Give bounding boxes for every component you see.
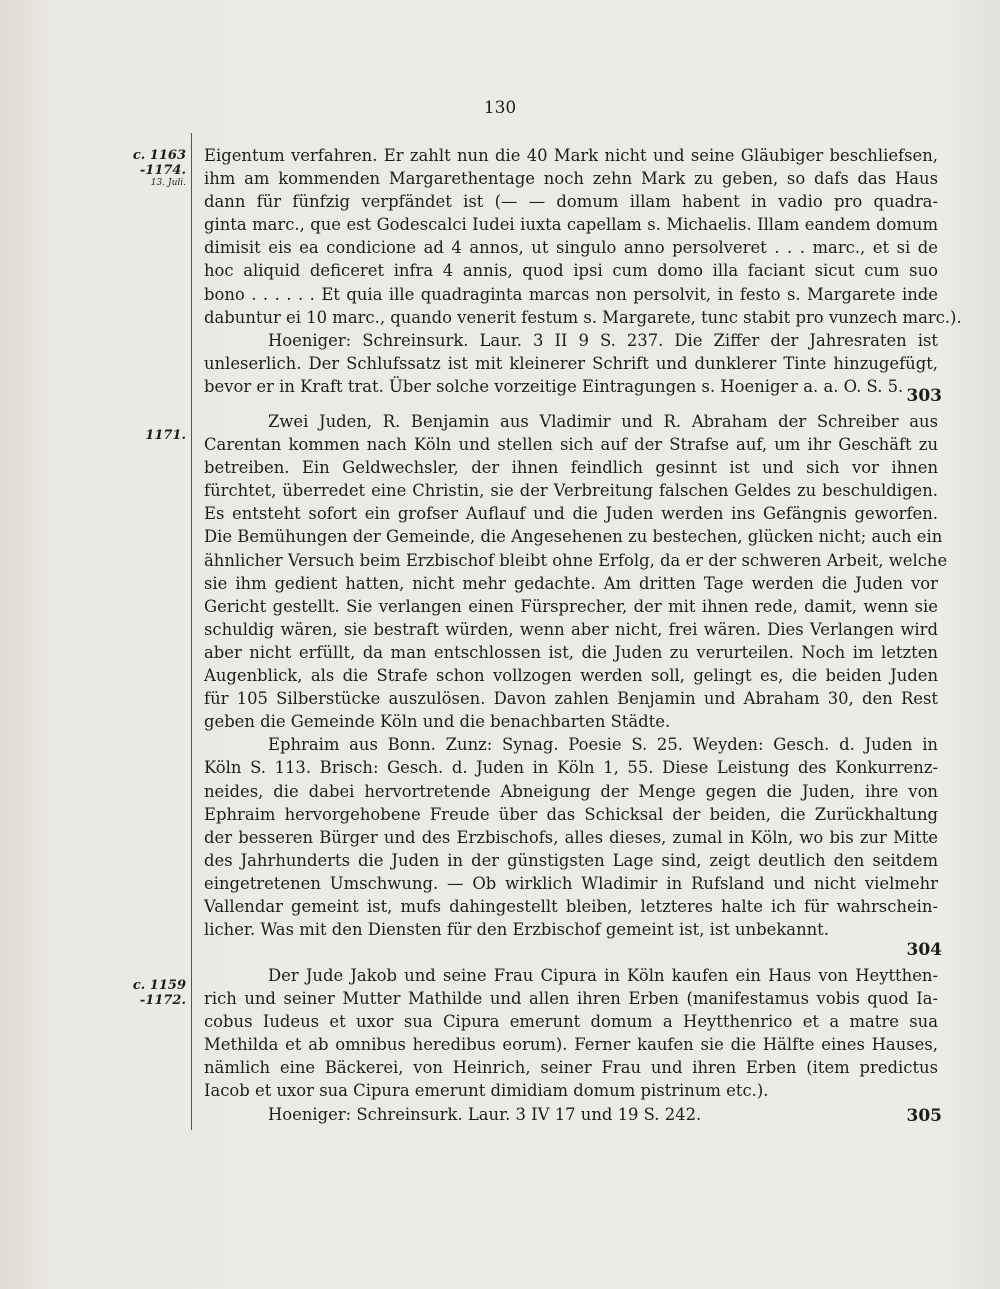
- margin-date-1-line3: 13. Juli.: [150, 178, 186, 188]
- text-line: dann für fünfzig verpfändet ist (— — domum illam habent in vadio pro quadra-: [204, 192, 938, 212]
- text-line: unleserlich. Der Schlufssatz ist mit kleinerer Schrift und dunklerer Tinte hinzugefügt,: [204, 353, 938, 373]
- text-line: betreiben. Ein Geldwechsler, der ihnen feindlich gesinnt ist und sich vor ihnen: [204, 458, 938, 478]
- text-line: ihm am kommenden Margarethentage noch zehn Mark zu geben, so dafs das Haus: [204, 169, 938, 189]
- text-line: licher. Was mit den Diensten für den Erzbischof gemeint ist, ist unbekannt.: [204, 920, 829, 940]
- margin-date-2: 1171.: [145, 428, 186, 443]
- text-line: rich und seiner Mutter Mathilde und allen ihren Erben (manifestamus vobis quod Ia-: [204, 989, 938, 1009]
- text-line: der besseren Bürger und des Erzbischofs, alles dieses, zumal in Köln, wo bis zur Mitte: [204, 827, 938, 847]
- text-line: schuldig wären, sie bestraft würden, wenn aber nicht, frei wären. Dies Verlangen wird: [204, 619, 938, 639]
- entry-number-303: 303: [906, 386, 942, 406]
- text-line: Gericht gestellt. Sie verlangen einen Fürsprecher, der mit ihnen rede, damit, wenn sie: [204, 596, 938, 616]
- text-line: sie ihm gedient hatten, nicht mehr gedachte. Am dritten Tage werden die Juden vor: [204, 573, 938, 593]
- text-line: Eigentum verfahren. Er zahlt nun die 40 Mark nicht und seine Gläubiger beschliefsen,: [204, 146, 938, 165]
- text-line: ginta marc., que est Godescalci Iudei iuxta capellam s. Michaelis. Illam eandem domum: [204, 215, 938, 235]
- text-line: Zwei Juden, R. Benjamin aus Vladimir und R. Abraham der Schreiber aus: [268, 412, 938, 431]
- margin-date-3: [108, 978, 186, 1008]
- text-line: Iacob et uxor sua Cipura emerunt dimidiam domum pistrinum etc.).: [204, 1081, 769, 1101]
- margin-date-3-line1: c. 1159: [132, 978, 186, 993]
- margin-date-3-line2: -1172.: [139, 993, 186, 1008]
- text-line: geben die Gemeinde Köln und die benachbarten Städte.: [204, 712, 671, 732]
- text-line: für 105 Silberstücke auszulösen. Davon zahlen Benjamin und Abraham 30, den Rest: [204, 689, 938, 709]
- text-line: Köln S. 113. Brisch: Gesch. d. Juden in Köln 1, 55. Diese Leistung des Konkurrenz-: [204, 758, 938, 778]
- page-number: 130: [483, 98, 517, 118]
- entry-304-text: [204, 964, 938, 1126]
- text-line: Ephraim aus Bonn. Zunz: Synag. Poesie S. 25. Weyden: Gesch. d. Juden in: [268, 735, 938, 755]
- margin-date-1-line1: c. 1163: [132, 148, 186, 163]
- entry-number-305: 305: [906, 1106, 942, 1126]
- text-line: fürchtet, überredet eine Christin, sie der Verbreitung falschen Geldes zu beschuldigen.: [204, 481, 938, 501]
- text-line: Hoeniger: Schreinsurk. Laur. 3 IV 17 und 19 S. 242.: [268, 1104, 702, 1124]
- entry-303-text: [204, 410, 948, 941]
- text-line: dimisit eis ea condicione ad 4 annos, ut singulo anno persolveret . . . marc., et si de: [204, 238, 938, 258]
- margin-date-1: [108, 148, 186, 189]
- text-line: Ephraim hervorgehobene Freude über das Schicksal der beiden, die Zurückhaltung: [204, 804, 938, 824]
- entry-number-304: 304: [906, 940, 942, 960]
- entry-302-text: [204, 144, 962, 398]
- margin-rule: [191, 133, 192, 1130]
- text-line: Hoeniger: Schreinsurk. Laur. 3 II 9 S. 237. Die Ziffer der Jahresraten ist: [268, 330, 938, 350]
- text-line: Methilda et ab omnibus heredibus eorum). Ferner kaufen sie die Hälfte eines Hauses,: [204, 1035, 938, 1055]
- text-line: nämlich eine Bäckerei, von Heinrich, seiner Frau und ihren Erben (item predictus: [204, 1058, 938, 1078]
- margin-date-1-line2: -1174.: [139, 163, 186, 178]
- text-line: Die Bemühungen der Gemeinde, die Angesehenen zu bestechen, glücken nicht; auch ein: [204, 527, 943, 547]
- text-line: Es entsteht sofort ein grofser Auflauf und die Juden werden ins Gefängnis geworfen.: [204, 504, 938, 524]
- text-line: Vallendar gemeint ist, mufs dahingestellt bleiben, letzteres halte ich für wahrschein-: [204, 896, 938, 916]
- text-line: dabuntur ei 10 marc., quando venerit festum s. Margarete, tunc stabit pro vunzech marc.).: [204, 307, 962, 327]
- text-line: Carentan kommen nach Köln und stellen sich auf der Strafse auf, um ihr Geschäft zu: [204, 435, 938, 455]
- text-line: bono . . . . . . Et quia ille quadraginta marcas non persolvit, in festo s. Margarete inde: [204, 284, 938, 304]
- text-line: des Jahrhunderts die Juden in der günstigsten Lage sind, zeigt deutlich den seitdem: [204, 850, 938, 870]
- text-line: Der Jude Jakob und seine Frau Cipura in Köln kaufen ein Haus von Heytthen-: [268, 966, 938, 985]
- text-line: hoc aliquid deficeret infra 4 annis, quod ipsi cum domo illa faciant sicut cum suo: [204, 261, 938, 281]
- text-line: eingetretenen Umschwung. — Ob wirklich Wladimir in Rufsland und nicht vielmehr: [204, 873, 938, 893]
- text-line: cobus Iudeus et uxor sua Cipura emerunt domum a Heytthenrico et a matre sua: [204, 1012, 938, 1032]
- text-line: Augenblick, als die Strafe schon vollzogen werden soll, gelingt es, die beiden Juden: [204, 666, 938, 686]
- text-line: aber nicht erfüllt, da man entschlossen ist, die Juden zu verurteilen. Noch im letzten: [204, 642, 938, 662]
- text-line: neides, die dabei hervortretende Abneigung der Menge gegen die Juden, ihre von: [204, 781, 938, 801]
- text-line: bevor er in Kraft trat. Über solche vorzeitige Eintragungen s. Hoeniger a. a. O. S. 5.: [204, 376, 904, 396]
- text-line: ähnlicher Versuch beim Erzbischof bleibt ohne Erfolg, da er der schweren Arbeit, welche: [204, 550, 948, 570]
